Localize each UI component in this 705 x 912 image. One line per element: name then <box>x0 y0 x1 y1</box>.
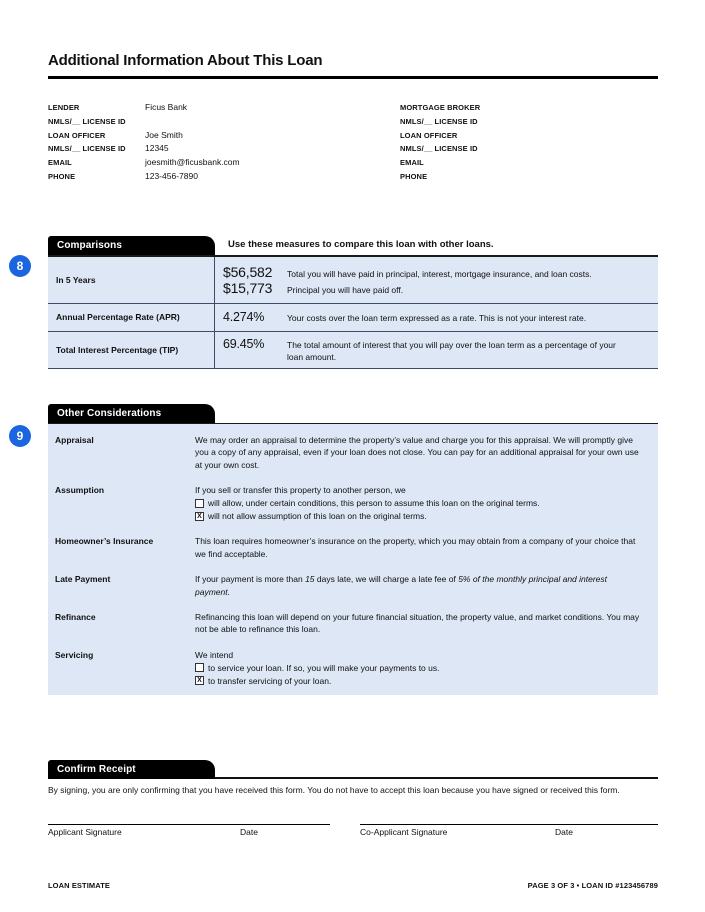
table-row-tip <box>48 331 658 368</box>
applicant-signature-line[interactable] <box>48 824 330 837</box>
row-label: Servicing <box>55 649 94 660</box>
servicing-row <box>55 649 650 687</box>
contact-row <box>400 129 658 143</box>
option-label: will allow, under certain conditions, this person to assume this loan on the original terms. <box>208 498 540 509</box>
contact-value: Ficus Bank <box>145 102 188 112</box>
contact-row <box>48 142 400 156</box>
contact-value: 123-456-7890 <box>145 170 198 181</box>
contact-label: MORTGAGE BROKER <box>400 103 481 112</box>
contact-label: LOAN OFFICER <box>48 130 106 140</box>
comparisons-section <box>16 236 658 369</box>
contact-value: Joe Smith <box>145 129 183 140</box>
table-row-in-5-years <box>48 257 658 303</box>
footer-form-name: LOAN ESTIMATE <box>48 881 110 890</box>
contact-row <box>400 142 658 156</box>
comparisons-tab: Comparisons <box>48 236 215 255</box>
servicing-intro: We intend <box>195 649 234 660</box>
contact-value: joesmith@ficusbank.com <box>145 157 240 168</box>
servicing-option-service <box>195 662 643 674</box>
option-label: to transfer servicing of your loan. <box>208 675 332 686</box>
section-number-badge-9: 9 <box>9 425 31 447</box>
apr-value: 4.274% <box>223 310 265 325</box>
row-label: Total Interest Percentage (TIP) <box>48 332 215 368</box>
contact-row <box>400 101 658 115</box>
value-description: Your costs over the loan term expressed as a rate. This is not your interest rate. <box>287 313 587 324</box>
confirm-receipt-tab: Confirm Receipt <box>48 760 215 779</box>
assumption-intro: If you sell or transfer this property to another person, we <box>195 485 406 496</box>
row-label: Refinance <box>55 612 96 623</box>
contact-label: NMLS/__ LICENSE ID <box>48 116 126 126</box>
other-considerations-section <box>16 404 658 695</box>
mortgage-broker-contact-column <box>400 101 658 184</box>
contact-label: NMLS/__ LICENSE ID <box>48 144 126 154</box>
other-considerations-panel <box>48 423 658 695</box>
contact-row <box>400 156 658 170</box>
appraisal-text: We may order an appraisal to determine the property’s value and charge you for this appraisal. We will promptly give you a copy of any appraisal, even if your loan does not close. You can pay for an additional appraisal for your own use at your own cost. <box>195 435 639 470</box>
coapplicant-signature-line[interactable] <box>360 824 658 837</box>
confirm-receipt-header <box>48 760 658 779</box>
contact-label: NMLS/__ LICENSE ID <box>400 144 478 154</box>
contact-value: 12345 <box>145 143 169 154</box>
in-5-years-total-paid: $56,582 <box>223 263 273 280</box>
value-description: Principal you will have paid off. <box>287 285 404 295</box>
confirm-receipt-section <box>48 760 658 837</box>
contact-label: LOAN OFFICER <box>400 130 458 140</box>
contact-label: NMLS/__ LICENSE ID <box>400 116 478 126</box>
assumption-option-allow <box>195 497 643 509</box>
coapplicant-date-label: Date <box>555 827 573 838</box>
value-description: The total amount of interest that you will pay over the loan term as a percentage of your loan amount. <box>287 340 616 362</box>
assumption-row <box>55 484 650 522</box>
row-label: Annual Percentage Rate (APR) <box>48 304 215 331</box>
contact-row <box>48 156 400 170</box>
contact-label: PHONE <box>48 171 76 181</box>
other-considerations-tab: Other Considerations <box>48 404 215 423</box>
in-5-years-principal-paid: $15,773 <box>223 280 273 296</box>
page-footer <box>48 881 658 890</box>
refinance-row <box>55 611 650 636</box>
late-payment-row <box>55 573 650 598</box>
comparisons-caption: Use these measures to compare this loan with other loans. <box>228 239 494 250</box>
homeowners-insurance-row <box>55 535 650 560</box>
contact-row <box>48 115 400 129</box>
option-label: will not allow assumption of this loan on the original terms. <box>208 511 427 522</box>
footer-page-and-loan-id: PAGE 3 OF 3 • LOAN ID #123456789 <box>527 881 658 890</box>
applicant-signature-label: Applicant Signature <box>48 827 122 838</box>
tip-value: 69.45% <box>223 337 265 351</box>
row-label: Appraisal <box>55 435 94 445</box>
appraisal-row <box>55 434 650 471</box>
checkbox-checked[interactable]: X <box>195 676 204 685</box>
section-number-badge-8: 8 <box>9 255 31 277</box>
applicant-date-label: Date <box>240 827 258 838</box>
contact-row <box>48 129 400 143</box>
lender-contact-column <box>48 101 400 184</box>
contact-info-block <box>48 101 658 184</box>
comparisons-table <box>48 255 658 369</box>
row-label: Late Payment <box>55 574 111 585</box>
table-row-apr <box>48 303 658 331</box>
refinance-text: Refinancing this loan will depend on your future financial situation, the property value, and market conditions. You may not be able to refinance this loan. <box>195 612 640 635</box>
option-label: to service your loan. If so, you will make your payments to us. <box>208 662 440 673</box>
page-title: Additional Information About This Loan <box>48 52 658 79</box>
row-label: In 5 Years <box>48 257 215 303</box>
contact-row <box>48 170 400 184</box>
confirm-receipt-text: By signing, you are only confirming that you have received this form. You do not have to accept this loan because you have signed or received this form. <box>48 785 620 795</box>
servicing-option-transfer <box>195 675 643 687</box>
contact-row <box>400 170 658 184</box>
contact-row <box>400 115 658 129</box>
contact-label: LENDER <box>48 103 80 112</box>
coapplicant-signature-label: Co-Applicant Signature <box>360 827 448 838</box>
checkbox-unchecked[interactable] <box>195 499 204 508</box>
checkbox-checked[interactable]: X <box>195 512 204 521</box>
value-description: Total you will have paid in principal, interest, mortgage insurance, and loan costs. <box>287 268 592 279</box>
late-payment-text: If your payment is more than 15 days late, we will charge a late fee of 5% of the monthly principal and interest payment. <box>195 574 608 597</box>
checkbox-unchecked[interactable] <box>195 663 204 672</box>
contact-label: EMAIL <box>48 158 72 168</box>
contact-label: EMAIL <box>400 158 424 168</box>
homeowners-insurance-text: This loan requires homeowner’s insurance on the property, which you may obtain from a company of your choice that we find acceptable. <box>195 536 636 559</box>
row-label: Homeowner’s Insurance <box>55 536 154 547</box>
contact-row <box>48 101 400 115</box>
contact-label: PHONE <box>400 171 428 181</box>
row-label: Assumption <box>55 485 105 496</box>
signature-row <box>48 824 658 837</box>
assumption-option-not-allow <box>195 510 643 522</box>
